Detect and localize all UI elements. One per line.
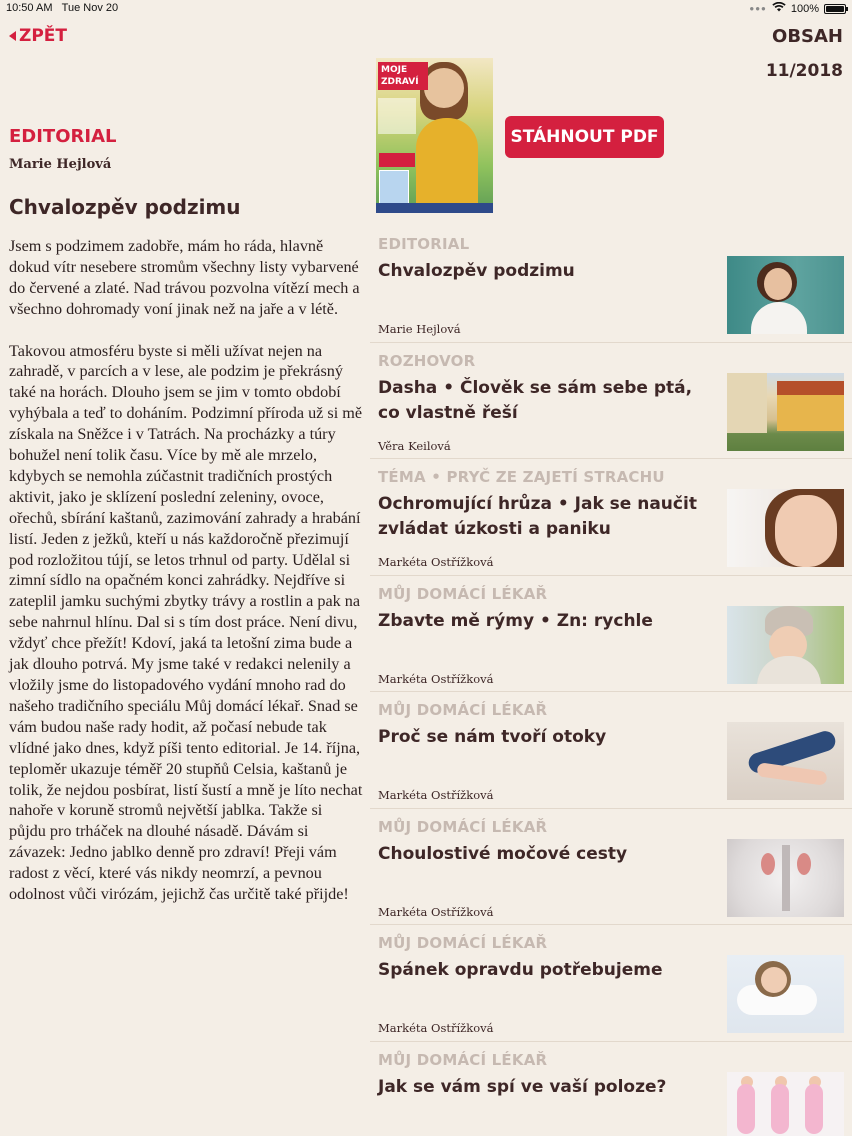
item-title: Choulostivé močové cesty xyxy=(378,843,628,864)
article-title: Chvalozpěv podzimu xyxy=(9,195,241,219)
item-category: EDITORIAL xyxy=(378,235,470,253)
item-thumbnail xyxy=(727,606,844,684)
item-author: Markéta Ostřížková xyxy=(378,788,494,802)
cover-red-band xyxy=(379,153,415,167)
item-category: MŮJ DOMÁCÍ LÉKAŘ xyxy=(378,584,548,603)
item-title: Zbavte mě rýmy • Zn: rychle xyxy=(378,610,653,631)
item-thumbnail xyxy=(727,722,844,800)
article-author: Marie Hejlová xyxy=(9,157,112,172)
download-pdf-button[interactable]: STÁHNOUT PDF xyxy=(505,116,664,158)
cover-inset-photo xyxy=(379,170,409,206)
list-item[interactable] xyxy=(370,1042,852,1136)
item-title: Jak se vám spí ve vaší poloze? xyxy=(378,1076,667,1097)
list-item[interactable] xyxy=(370,343,852,460)
item-category: MŮJ DOMÁCÍ LÉKAŘ xyxy=(378,817,548,836)
list-item[interactable] xyxy=(370,459,852,576)
list-item[interactable] xyxy=(370,576,852,693)
item-category: MŮJ DOMÁCÍ LÉKAŘ xyxy=(378,934,548,952)
item-thumbnail xyxy=(727,955,844,1033)
item-author: Markéta Ostřížková xyxy=(378,555,494,569)
back-label: ZPĚT xyxy=(19,26,67,46)
article-body xyxy=(9,236,363,926)
list-item[interactable] xyxy=(370,809,852,926)
item-author: Markéta Ostřížková xyxy=(378,1021,494,1035)
status-time: 10:50 AM Tue Nov 20 xyxy=(6,2,119,14)
cover-bottom-strip xyxy=(376,203,493,213)
battery-icon xyxy=(824,4,846,14)
item-thumbnail xyxy=(727,489,844,567)
list-item[interactable] xyxy=(370,692,852,809)
cover-face xyxy=(424,68,464,108)
list-item[interactable] xyxy=(370,925,852,1042)
item-category: TÉMA • PRYČ ZE ZAJETÍ STRACHU xyxy=(378,468,665,486)
list-item[interactable] xyxy=(370,226,852,343)
contents-list xyxy=(370,226,852,1136)
item-thumbnail xyxy=(727,373,844,451)
item-thumbnail xyxy=(727,1072,844,1136)
item-category: MŮJ DOMÁCÍ LÉKAŘ xyxy=(378,701,548,719)
back-arrow-icon xyxy=(9,31,16,41)
item-category: ROZHOVOR xyxy=(378,351,476,370)
back-button[interactable] xyxy=(9,26,67,46)
cover-body xyxy=(416,118,478,213)
status-right xyxy=(749,2,846,15)
status-bar xyxy=(0,0,852,18)
item-author: Markéta Ostřížková xyxy=(378,671,494,686)
item-category: MŮJ DOMÁCÍ LÉKAŘ xyxy=(378,1050,548,1069)
article-paragraph: Takovou atmosféru byste si měli užívat nejen na zahradě, v parcích a v lese, ale podzim je překrásný také na horách. Dlouho jsem se jim v tomto období vyhýbala a teď to doháním. Podzimní příroda už si mě získala na Sněžce i v Tatrách. Na procházky a túry bohužel není tolik času. Více by mě ale mrzelo, kdybych se nemohla zúčastnit tradičních prostých aktivit, jako je sklízení poslední zeleniny, ovoce, ořechů, sbírání kaštanů, zazimování zahrady a hrabání listí. Jeden z ježků, kteří u nás každoročně přezimují pod rozložitou tújí, se letos trhnul od party. Udělal si zimní sídlo na opačném konci zahrádky. Nejdříve si zateplil jamku suchými zbytky trávy a rostlin a pak na sebe nahrnul hlínu. Dal si s tím dost práce. Není divu, vždyť chce přežít! Kdoví, jaká ta letošní zima bude a jak dlouho potrvá. My jsme také v redakci nelenily a vložily jsme do listopadového vydání mnoho rad do našeho tradičního speciálu Můj domácí lékař. Snad se vám budou naše rady hodit, až počasí nebude tak vlídné jako dnes, když píši tento editorial. Je 14. října, teploměr ukazuje téměř 20 stupňů Celsia, kaštanů je tolik, že nejdou posbírat, listí šustí a mně je líto nechat nahoře v koruně stromů největší jablka. Takže si půjdu pro trháček na dlouhé násadě. Dávám si závazek: Jedno jablko denně pro zdraví! Přeji vám radost z věcí, které vás nikdy neomrzí, a pevnou odolnost vůči virózám, jejichž čas určitě také přijde! xyxy=(9,341,363,904)
item-thumbnail xyxy=(727,256,844,334)
contents-button[interactable]: OBSAH xyxy=(772,26,843,47)
item-title: Chvalozpěv podzimu xyxy=(378,261,575,281)
magazine-cover[interactable] xyxy=(376,58,493,213)
article-paragraph: Jsem s podzimem zadobře, mám ho ráda, hlavně dokud vítr nesebere stromům všechny listy vybarvené do červené a zlaté. Nad trávou pozvolna vítězí mech a všechno dohromady voní jinak než na jaře a v létě. xyxy=(9,237,360,318)
article-category: EDITORIAL xyxy=(9,126,117,147)
wifi-icon xyxy=(772,2,786,15)
cover-logo: MOJE ZDRAVÍ xyxy=(378,62,428,90)
issue-number: 11/2018 xyxy=(765,61,843,81)
item-thumbnail xyxy=(727,839,844,917)
battery-percent: 100% xyxy=(790,2,819,15)
item-author: Markéta Ostřížková xyxy=(378,904,494,919)
item-title: Spánek opravdu potřebujeme xyxy=(378,960,663,980)
item-author: Marie Hejlová xyxy=(378,322,461,336)
cover-headline-block xyxy=(378,98,416,134)
item-title: Ochromující hrůza • Jak se naučit zvládat úzkosti a paniku xyxy=(378,494,697,539)
item-author: Věra Keilová xyxy=(378,438,451,453)
item-title: Dasha • Člověk se sám sebe ptá, co vlastně řeší xyxy=(378,377,693,423)
multitask-dots-icon: ●●● xyxy=(749,4,767,13)
item-title: Proč se nám tvoří otoky xyxy=(378,727,607,747)
